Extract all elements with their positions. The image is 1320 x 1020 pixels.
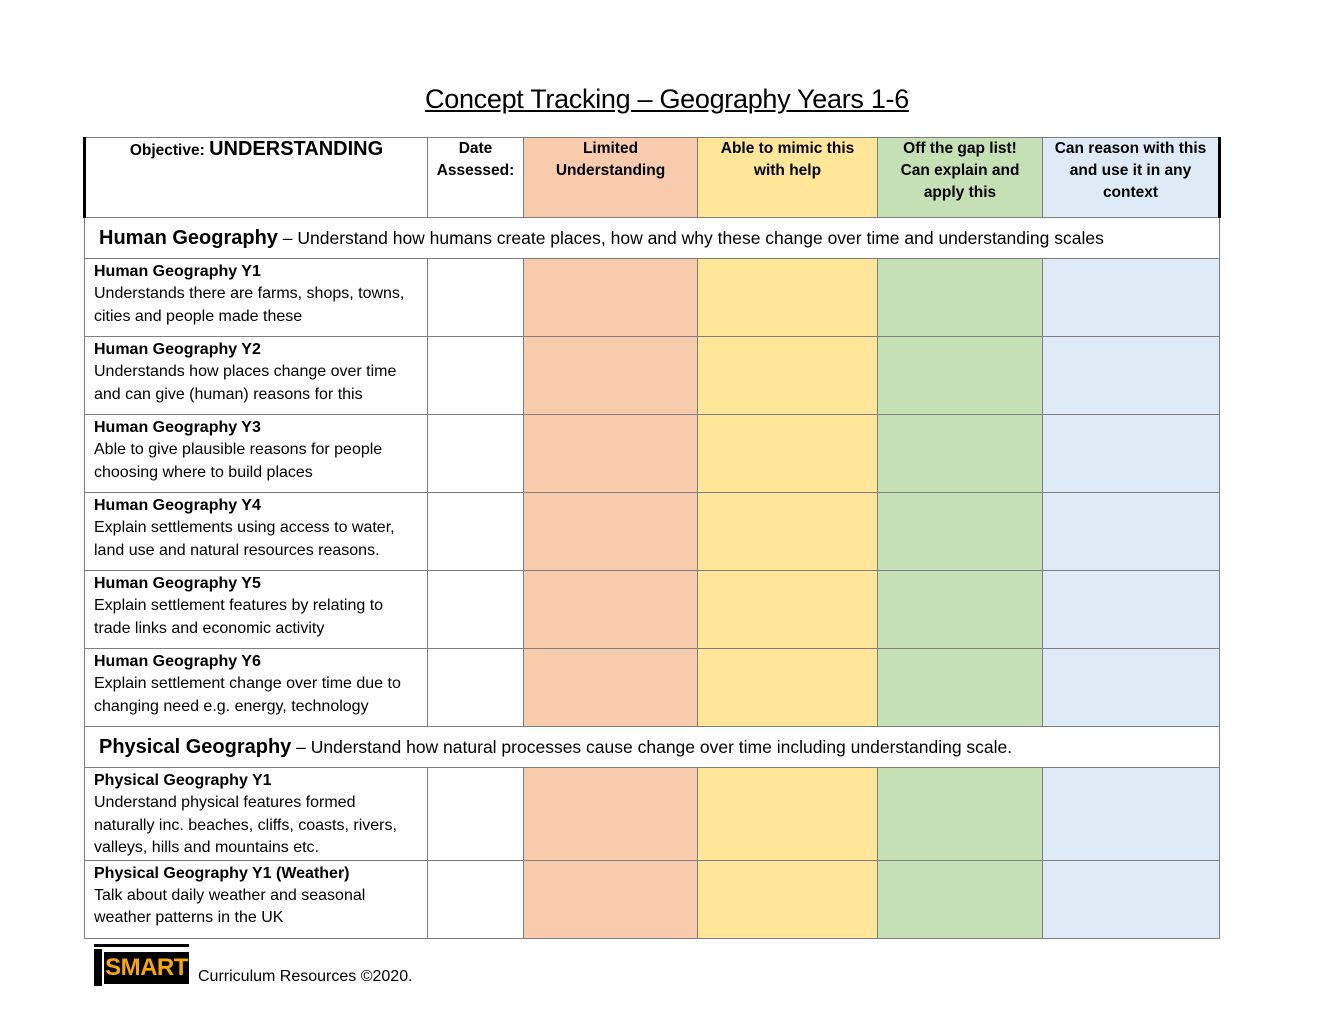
date-assessed-cell[interactable] (428, 860, 524, 938)
able-to-mimic-cell[interactable] (698, 768, 878, 861)
objective-description: Explain settlement features by relating to trade links and economic activity (94, 597, 384, 637)
off-gap-list-cell[interactable] (878, 415, 1043, 493)
objective-description: Understand physical features formed naturally inc. beaches, cliffs, coasts, rivers, valleys, hills and mountains etc. (94, 794, 397, 857)
limited-understanding-cell[interactable] (524, 649, 698, 727)
able-to-mimic-cell[interactable] (698, 415, 878, 493)
off-gap-list-cell[interactable] (878, 649, 1043, 727)
table-row (85, 571, 1220, 649)
off-gap-list-cell[interactable] (878, 768, 1043, 861)
section-row (85, 727, 1220, 768)
objective-name: Physical Geography Y1 (94, 772, 272, 789)
section-heading (85, 727, 1220, 768)
off-gap-list-cell[interactable] (878, 493, 1043, 571)
objective-cell (85, 649, 428, 727)
able-to-mimic-cell[interactable] (698, 649, 878, 727)
objective-name: Human Geography Y1 (94, 263, 261, 280)
page-title: Concept Tracking – Geography Years 1-6 (425, 84, 909, 114)
date-assessed-cell[interactable] (428, 493, 524, 571)
limited-understanding-cell[interactable] (524, 493, 698, 571)
date-assessed-cell[interactable] (428, 571, 524, 649)
limited-understanding-cell[interactable] (524, 259, 698, 337)
table-row (85, 493, 1220, 571)
limited-understanding-cell[interactable] (524, 337, 698, 415)
limited-understanding-cell[interactable] (524, 415, 698, 493)
can-reason-cell[interactable] (1043, 571, 1220, 649)
objective-description: Understands how places change over time and can give (human) reasons for this (94, 363, 397, 403)
objective-cell (85, 259, 428, 337)
limited-understanding-header: Limited Understanding (524, 138, 698, 218)
objective-cell (85, 571, 428, 649)
table-row (85, 259, 1220, 337)
table-row (85, 649, 1220, 727)
date-assessed-cell[interactable] (428, 768, 524, 861)
section-name: Human Geography (99, 226, 278, 249)
header-row (85, 138, 1220, 218)
limited-understanding-cell[interactable] (524, 571, 698, 649)
objective-cell (85, 493, 428, 571)
objective-header (85, 138, 428, 218)
off-gap-list-cell[interactable] (878, 860, 1043, 938)
table-row (85, 337, 1220, 415)
limited-understanding-cell[interactable] (524, 860, 698, 938)
objective-description: Talk about daily weather and seasonal weather patterns in the UK (94, 887, 366, 927)
section-description: – Understand how natural processes cause change over time including understanding scale. (291, 736, 1013, 757)
objective-name: Human Geography Y4 (94, 497, 261, 514)
section-row (85, 218, 1220, 259)
section-heading (85, 218, 1220, 259)
ismart-logo (94, 944, 189, 986)
able-to-mimic-cell[interactable] (698, 860, 878, 938)
objective-cell (85, 415, 428, 493)
objective-description: Explain settlements using access to water, land use and natural resources reasons. (94, 519, 395, 559)
objective-description: Understands there are farms, shops, towns, cities and people made these (94, 285, 405, 325)
section-description: – Understand how humans create places, how and why these change over time and understanding scales (277, 227, 1104, 248)
can-reason-header: Can reason with this and use it in any context (1043, 138, 1220, 218)
table-row (85, 415, 1220, 493)
objective-value: UNDERSTANDING (209, 138, 384, 160)
date-assessed-header: Date Assessed: (428, 138, 524, 218)
objective-name: Human Geography Y2 (94, 341, 261, 358)
date-assessed-cell[interactable] (428, 259, 524, 337)
able-to-mimic-cell[interactable] (698, 337, 878, 415)
objective-name: Human Geography Y6 (94, 653, 261, 670)
can-reason-cell[interactable] (1043, 259, 1220, 337)
copyright-text: Curriculum Resources ©2020. (198, 968, 413, 985)
objective-cell (85, 860, 428, 938)
objective-description: Able to give plausible reasons for people choosing where to build places (94, 441, 383, 481)
date-assessed-cell[interactable] (428, 337, 524, 415)
objective-name: Physical Geography Y1 (Weather) (94, 864, 350, 882)
able-to-mimic-cell[interactable] (698, 493, 878, 571)
able-to-mimic-cell[interactable] (698, 259, 878, 337)
objective-name: Human Geography Y5 (94, 575, 261, 592)
can-reason-cell[interactable] (1043, 337, 1220, 415)
off-gap-list-cell[interactable] (878, 571, 1043, 649)
can-reason-cell[interactable] (1043, 768, 1220, 861)
objective-cell (85, 768, 428, 861)
objective-name: Human Geography Y3 (94, 419, 261, 436)
table-row (85, 860, 1220, 938)
date-assessed-cell[interactable] (428, 415, 524, 493)
table-row (85, 768, 1220, 861)
able-to-mimic-header: Able to mimic this with help (698, 138, 878, 218)
able-to-mimic-cell[interactable] (698, 571, 878, 649)
can-reason-cell[interactable] (1043, 415, 1220, 493)
objective-cell (85, 337, 428, 415)
can-reason-cell[interactable] (1043, 649, 1220, 727)
can-reason-cell[interactable] (1043, 860, 1220, 938)
concept-tracking-table (83, 137, 1221, 939)
objective-label: Objective: (129, 142, 205, 159)
off-gap-list-cell[interactable] (878, 259, 1043, 337)
date-assessed-cell[interactable] (428, 649, 524, 727)
off-gap-list-header: Off the gap list! Can explain and apply this (878, 138, 1043, 218)
objective-description: Explain settlement change over time due to changing need e.g. energy, technology (94, 675, 401, 715)
can-reason-cell[interactable] (1043, 493, 1220, 571)
section-name: Physical Geography (99, 735, 292, 758)
limited-understanding-cell[interactable] (524, 768, 698, 861)
logo-text: SMART (104, 952, 189, 984)
off-gap-list-cell[interactable] (878, 337, 1043, 415)
